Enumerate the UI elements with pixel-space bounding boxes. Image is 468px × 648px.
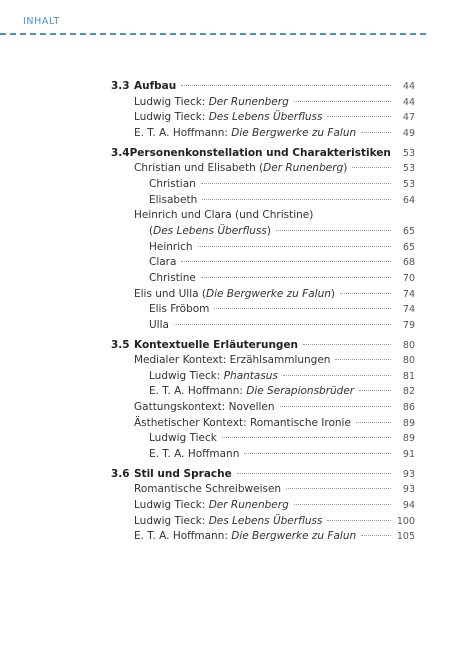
entry-work-title: Der Runenberg [263, 162, 344, 175]
dot-leader [303, 344, 391, 345]
entry-title: Romantische Schreibweisen [134, 483, 282, 496]
dot-leader [181, 85, 391, 86]
entry-title: Ludwig Tieck: Der Runenberg [134, 95, 289, 108]
dot-leader [286, 488, 391, 489]
page-number: 100 [396, 515, 415, 527]
toc-entry [111, 224, 415, 240]
toc-entry [111, 240, 415, 256]
dot-leader [283, 375, 391, 376]
page-number: 44 [402, 96, 415, 108]
page-number: 64 [402, 194, 415, 206]
dot-leader [294, 101, 391, 102]
entry-title: Gattungskontext: Novellen [134, 401, 275, 414]
toc-entry [111, 416, 415, 432]
entry-title: Christine [149, 271, 196, 284]
dot-leader [201, 183, 391, 184]
dot-leader [356, 422, 391, 423]
entry-work-title: Der Runenberg [208, 95, 289, 108]
dot-leader [276, 230, 391, 231]
toc-entry [111, 126, 415, 142]
dot-leader [244, 453, 391, 454]
entry-work-title: Die Bergwerke zu Falun [231, 530, 357, 543]
page-number: 91 [402, 449, 415, 461]
page-number: 89 [402, 417, 415, 429]
entry-title: Clara [149, 256, 177, 269]
section-number: 3.4 [111, 146, 130, 159]
toc-entry [111, 498, 415, 514]
toc-entry [111, 514, 415, 530]
entry-work-title: Phantasus [223, 369, 278, 382]
entry-title: Ludwig Tieck: Des Lebens Überfluss [134, 111, 323, 124]
dot-leader [327, 116, 391, 117]
dot-leader [174, 324, 391, 325]
page-number: 74 [402, 288, 415, 300]
page-number: 70 [402, 272, 415, 284]
page-number: 65 [402, 241, 415, 253]
entry-work-title: Des Lebens Überfluss [153, 224, 267, 237]
toc-entry [111, 369, 415, 385]
entry-work-title: Die Bergwerke zu Falun [205, 287, 331, 300]
page-number: 53 [402, 163, 415, 175]
toc-entry [111, 193, 415, 209]
page-number: 65 [402, 225, 415, 237]
running-header: INHALT [23, 16, 60, 27]
entry-work-title: Die Bergwerke zu Falun [231, 126, 357, 139]
page-number: 49 [402, 127, 415, 139]
toc-section-heading [111, 146, 415, 162]
toc-entry [111, 384, 415, 400]
header-dashed-rule [0, 33, 426, 35]
section-title: Personenkonstellation und Charakteristiken [129, 146, 391, 159]
entry-title: Ludwig Tieck: Des Lebens Überfluss [134, 514, 323, 527]
page-number: 86 [402, 402, 415, 414]
page-number: 79 [402, 319, 415, 331]
page-number: 68 [402, 257, 415, 269]
entry-title: Christian und Elisabeth (Der Runenberg) [134, 162, 348, 175]
page-number: 47 [402, 112, 415, 124]
dot-leader [361, 132, 391, 133]
section-number: 3.5 [111, 338, 130, 351]
toc-entry [111, 95, 415, 111]
toc-entry [111, 447, 415, 463]
section-number: 3.6 [111, 467, 130, 480]
dot-leader [359, 390, 391, 391]
dot-leader [181, 261, 391, 262]
entry-title: Elis Fröbom [149, 303, 210, 316]
dot-leader [294, 504, 391, 505]
toc-entry [111, 302, 415, 318]
page-number: 74 [402, 304, 415, 316]
entry-title: Ludwig Tieck [149, 432, 217, 445]
toc-section [111, 79, 415, 142]
entry-title: Elis und Ulla (Die Bergwerke zu Falun) [134, 287, 335, 300]
dot-leader [198, 246, 391, 247]
toc-section [111, 146, 415, 334]
toc-entry [111, 353, 415, 369]
dot-leader [340, 293, 391, 294]
entry-title: Ästhetischer Kontext: Romantische Ironie [134, 416, 351, 429]
entry-title: E. T. A. Hoffmann: Die Bergwerke zu Falun [134, 126, 357, 139]
entry-title: Heinrich und Clara (und Christine) [134, 209, 314, 222]
toc-entry [111, 400, 415, 416]
table-of-contents [111, 79, 415, 549]
entry-work-title: Des Lebens Überfluss [208, 514, 323, 527]
entry-work-title: Der Runenberg [208, 499, 289, 512]
toc-section-heading [111, 338, 415, 354]
toc-section [111, 338, 415, 463]
entry-title: Ulla [149, 318, 169, 331]
toc-entry [111, 482, 415, 498]
entry-title: E. T. A. Hoffmann: Die Serapionsbrüder [149, 385, 355, 398]
dot-leader [335, 359, 391, 360]
entry-title: (Des Lebens Überfluss) [149, 224, 271, 237]
page-number: 93 [402, 468, 415, 480]
toc-entry [111, 177, 415, 193]
section-title: Aufbau [134, 80, 177, 92]
toc-section-heading [111, 79, 415, 95]
entry-title: Heinrich [149, 240, 193, 253]
toc-entry [111, 208, 415, 224]
entry-title: E. T. A. Hoffmann: Die Bergwerke zu Falun [134, 530, 357, 543]
dot-leader [201, 277, 391, 278]
page-number: 80 [402, 339, 415, 351]
entry-title: E. T. A. Hoffmann [149, 448, 240, 461]
dot-leader [352, 167, 391, 168]
toc-entry [111, 271, 415, 287]
dot-leader [327, 520, 391, 521]
dot-leader [361, 535, 391, 536]
section-number: 3.3 [111, 80, 130, 92]
page-number: 89 [402, 433, 415, 445]
entry-work-title: Die Serapionsbrüder [246, 385, 355, 398]
toc-entry [111, 318, 415, 334]
entry-title: Elisabeth [149, 193, 198, 206]
dot-leader [222, 437, 391, 438]
dot-leader [280, 406, 391, 407]
dot-leader [237, 473, 391, 474]
entry-title: Medialer Kontext: Erzählsammlungen [134, 354, 331, 367]
toc-entry [111, 255, 415, 271]
dot-leader [214, 308, 391, 309]
page-number: 82 [402, 386, 415, 398]
entry-work-title: Des Lebens Überfluss [208, 111, 323, 124]
toc-entry [111, 287, 415, 303]
toc-entry [111, 161, 415, 177]
page-number: 94 [402, 500, 415, 512]
page-number: 80 [402, 355, 415, 367]
toc-section [111, 467, 415, 545]
toc-entry [111, 529, 415, 545]
section-title: Kontextuelle Erläuterungen [134, 338, 299, 351]
toc-entry [111, 110, 415, 126]
page-number: 93 [402, 484, 415, 496]
page-number: 53 [402, 147, 415, 159]
page-number: 44 [402, 81, 415, 92]
entry-title: Ludwig Tieck: Phantasus [149, 369, 278, 382]
page-number: 105 [396, 531, 415, 543]
entry-title: Christian [149, 177, 196, 190]
section-title: Stil und Sprache [134, 467, 232, 480]
toc-entry [111, 431, 415, 447]
dot-leader [202, 199, 391, 200]
toc-section-heading [111, 467, 415, 483]
page-number: 53 [402, 178, 415, 190]
page-number: 81 [402, 370, 415, 382]
entry-title: Ludwig Tieck: Der Runenberg [134, 499, 289, 512]
